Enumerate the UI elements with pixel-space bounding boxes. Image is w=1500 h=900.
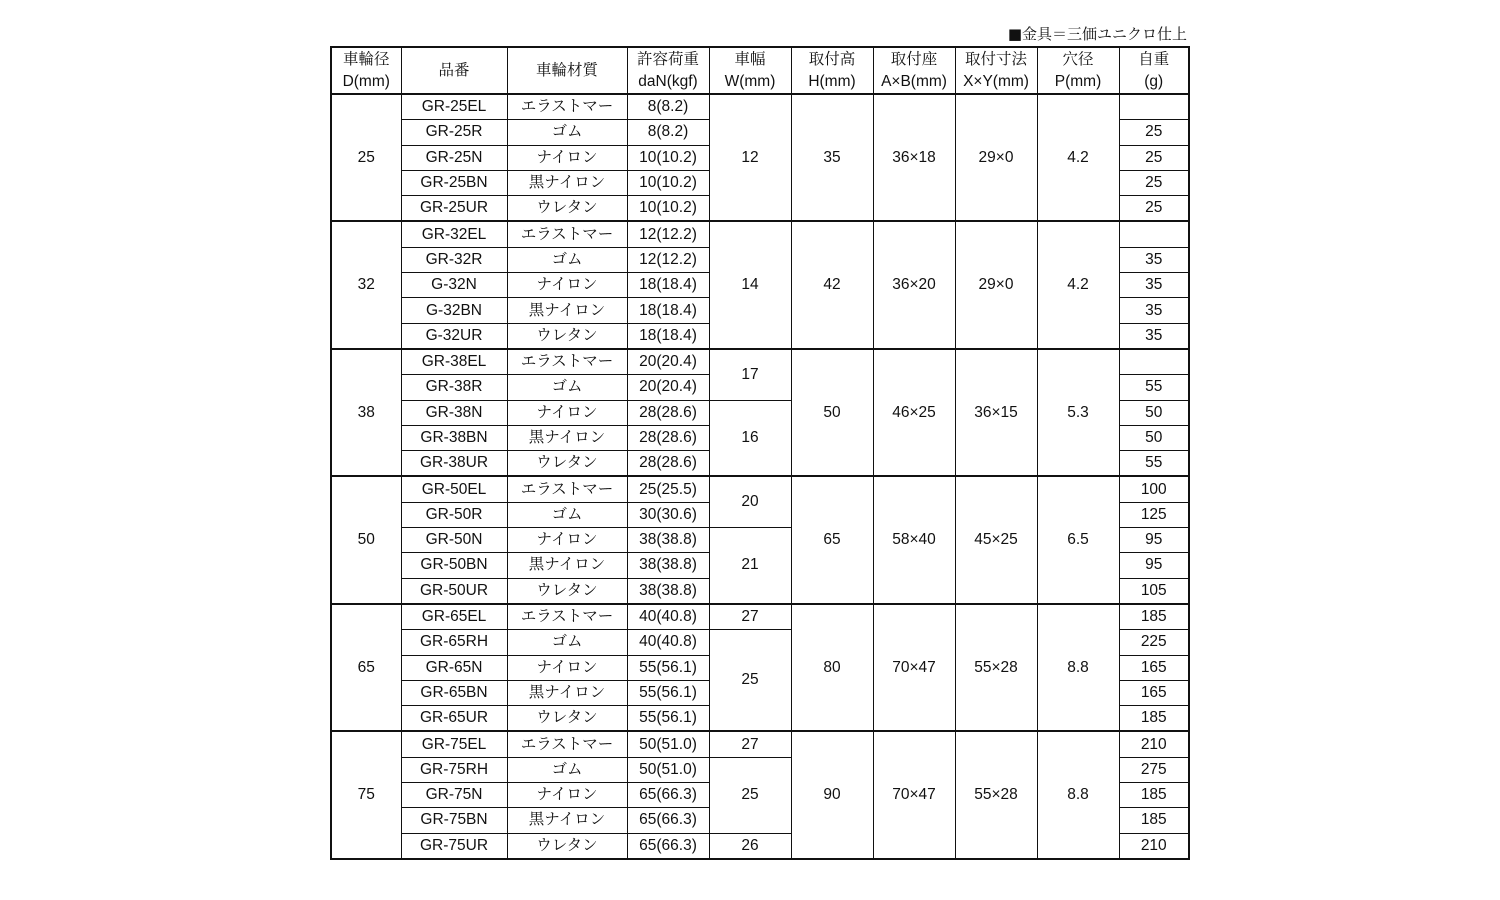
weight-cell: 185 [1119,783,1189,808]
part-number-cell: GR-75EL [401,731,507,757]
part-number-cell: GR-75RH [401,757,507,782]
part-number-cell: GR-75BN [401,808,507,833]
wheel-width-cell: 27 [709,604,791,630]
part-number-cell: GR-50R [401,502,507,527]
part-number-cell: GR-65EL [401,604,507,630]
wheel-material-cell: ゴム [507,502,627,527]
allowable-load-cell: 38(38.8) [627,553,709,578]
wheel-width-cell: 27 [709,731,791,757]
mount-seat-cell: 70×47 [873,731,955,858]
part-number-cell: GR-50N [401,528,507,553]
header-mount-seat: 取付座 A×B(mm) [873,47,955,94]
part-number-cell: GR-38UR [401,451,507,477]
part-number-cell: GR-65UR [401,706,507,732]
wheel-material-cell: 黒ナイロン [507,298,627,323]
weight-cell: 185 [1119,604,1189,630]
mount-dimension-cell: 55×28 [955,731,1037,858]
weight-cell: 210 [1119,833,1189,859]
part-number-cell: GR-25UR [401,196,507,222]
weight-cell: 25 [1119,145,1189,170]
wheel-material-cell: 黒ナイロン [507,553,627,578]
mount-dimension-cell: 36×15 [955,349,1037,476]
weight-cell: 95 [1119,553,1189,578]
part-number-cell: GR-25N [401,145,507,170]
allowable-load-cell: 20(20.4) [627,349,709,375]
table-row [331,476,1189,502]
weight-cell: 25 [1119,120,1189,145]
part-number-cell: GR-65BN [401,680,507,705]
weight-cell: 25 [1119,170,1189,195]
mount-seat-cell: 70×47 [873,604,955,731]
allowable-load-cell: 30(30.6) [627,502,709,527]
wheel-material-cell: エラストマー [507,476,627,502]
allowable-load-cell: 65(66.3) [627,783,709,808]
mount-dimension-cell: 29×0 [955,94,1037,221]
mount-height-cell: 80 [791,604,873,731]
header-wheel-width: 車幅 W(mm) [709,47,791,94]
hole-diameter-cell: 4.2 [1037,94,1119,221]
part-number-cell: GR-25BN [401,170,507,195]
wheel-width-cell: 21 [709,528,791,604]
wheel-diameter-cell: 25 [331,94,401,221]
part-number-cell: GR-50EL [401,476,507,502]
finish-note: ■金具＝三価ユニクロ仕上 [1007,25,1187,43]
header-mount-height: 取付高 H(mm) [791,47,873,94]
hole-diameter-cell: 8.8 [1037,604,1119,731]
weight-cell: 100 [1119,476,1189,502]
part-number-cell: GR-25EL [401,94,507,120]
wheel-diameter-cell: 50 [331,476,401,603]
weight-cell: 55 [1119,451,1189,477]
allowable-load-cell: 18(18.4) [627,323,709,349]
allowable-load-cell: 10(10.2) [627,145,709,170]
allowable-load-cell: 18(18.4) [627,273,709,298]
header-allowable-load: 許容荷重 daN(kgf) [627,47,709,94]
mount-dimension-cell: 45×25 [955,476,1037,603]
wheel-material-cell: 黒ナイロン [507,808,627,833]
header-row [331,47,1189,94]
header-wheel-material: 車輪材質 [507,47,627,94]
part-number-cell: GR-65RH [401,630,507,655]
part-number-cell: G-32N [401,273,507,298]
table-row [331,94,1189,120]
allowable-load-cell: 20(20.4) [627,375,709,400]
wheel-material-cell: ゴム [507,247,627,272]
mount-height-cell: 35 [791,94,873,221]
wheel-material-cell: ナイロン [507,273,627,298]
wheel-material-cell: エラストマー [507,94,627,120]
header-mount-dimension: 取付寸法 X×Y(mm) [955,47,1037,94]
allowable-load-cell: 38(38.8) [627,528,709,553]
wheel-diameter-cell: 38 [331,349,401,476]
caster-spec-table [330,46,1190,860]
wheel-diameter-cell: 32 [331,221,401,348]
allowable-load-cell: 8(8.2) [627,120,709,145]
weight-cell: 95 [1119,528,1189,553]
mount-dimension-cell: 29×0 [955,221,1037,348]
allowable-load-cell: 18(18.4) [627,298,709,323]
wheel-material-cell: ウレタン [507,451,627,477]
wheel-material-cell: ナイロン [507,655,627,680]
wheel-material-cell: ナイロン [507,400,627,425]
allowable-load-cell: 55(56.1) [627,680,709,705]
wheel-material-cell: ナイロン [507,528,627,553]
allowable-load-cell: 55(56.1) [627,706,709,732]
wheel-material-cell: ナイロン [507,145,627,170]
mount-height-cell: 90 [791,731,873,858]
allowable-load-cell: 50(51.0) [627,731,709,757]
part-number-cell: GR-32EL [401,221,507,247]
weight-cell: 125 [1119,502,1189,527]
wheel-material-cell: エラストマー [507,349,627,375]
weight-cell: 35 [1119,273,1189,298]
wheel-material-cell: ゴム [507,757,627,782]
weight-cell [1119,94,1189,120]
wheel-width-cell: 25 [709,757,791,833]
wheel-width-cell: 17 [709,349,791,400]
weight-cell: 225 [1119,630,1189,655]
weight-cell: 210 [1119,731,1189,757]
table-row [331,731,1189,757]
allowable-load-cell: 38(38.8) [627,578,709,604]
mount-height-cell: 42 [791,221,873,348]
weight-cell: 50 [1119,400,1189,425]
mount-seat-cell: 36×20 [873,221,955,348]
allowable-load-cell: 12(12.2) [627,221,709,247]
wheel-material-cell: エラストマー [507,731,627,757]
weight-cell: 165 [1119,680,1189,705]
allowable-load-cell: 65(66.3) [627,808,709,833]
part-number-cell: G-32BN [401,298,507,323]
wheel-width-cell: 20 [709,476,791,527]
allowable-load-cell: 8(8.2) [627,94,709,120]
table-row [331,604,1189,630]
part-number-cell: GR-32R [401,247,507,272]
part-number-cell: G-32UR [401,323,507,349]
wheel-material-cell: ナイロン [507,783,627,808]
header-wheel-diameter: 車輪径 D(mm) [331,47,401,94]
wheel-material-cell: エラストマー [507,221,627,247]
weight-cell: 105 [1119,578,1189,604]
wheel-material-cell: ウレタン [507,833,627,859]
weight-cell: 35 [1119,247,1189,272]
wheel-material-cell: ウレタン [507,323,627,349]
allowable-load-cell: 12(12.2) [627,247,709,272]
allowable-load-cell: 55(56.1) [627,655,709,680]
weight-cell: 165 [1119,655,1189,680]
part-number-cell: GR-65N [401,655,507,680]
allowable-load-cell: 10(10.2) [627,170,709,195]
wheel-diameter-cell: 75 [331,731,401,858]
weight-cell: 25 [1119,196,1189,222]
hole-diameter-cell: 6.5 [1037,476,1119,603]
allowable-load-cell: 28(28.6) [627,451,709,477]
wheel-width-cell: 25 [709,630,791,732]
allowable-load-cell: 40(40.8) [627,604,709,630]
part-number-cell: GR-25R [401,120,507,145]
mount-seat-cell: 58×40 [873,476,955,603]
wheel-width-cell: 26 [709,833,791,859]
wheel-material-cell: ウレタン [507,196,627,222]
part-number-cell: GR-50BN [401,553,507,578]
table-header [331,47,1189,94]
hole-diameter-cell: 5.3 [1037,349,1119,476]
wheel-material-cell: ゴム [507,375,627,400]
wheel-width-cell: 16 [709,400,791,476]
wheel-material-cell: ゴム [507,120,627,145]
wheel-material-cell: ゴム [507,630,627,655]
part-number-cell: GR-38N [401,400,507,425]
allowable-load-cell: 40(40.8) [627,630,709,655]
table-row [331,349,1189,375]
part-number-cell: GR-75UR [401,833,507,859]
part-number-cell: GR-38BN [401,425,507,450]
weight-cell: 35 [1119,323,1189,349]
hole-diameter-cell: 4.2 [1037,221,1119,348]
wheel-material-cell: ウレタン [507,578,627,604]
wheel-material-cell: 黒ナイロン [507,680,627,705]
part-number-cell: GR-38R [401,375,507,400]
weight-cell: 55 [1119,375,1189,400]
header-hole-diameter: 穴径 P(mm) [1037,47,1119,94]
allowable-load-cell: 10(10.2) [627,196,709,222]
mount-height-cell: 65 [791,476,873,603]
table-body [331,94,1189,859]
wheel-material-cell: ウレタン [507,706,627,732]
mount-seat-cell: 36×18 [873,94,955,221]
mount-height-cell: 50 [791,349,873,476]
allowable-load-cell: 65(66.3) [627,833,709,859]
header-part-number: 品番 [401,47,507,94]
weight-cell: 50 [1119,425,1189,450]
allowable-load-cell: 28(28.6) [627,400,709,425]
weight-cell [1119,349,1189,375]
weight-cell: 185 [1119,808,1189,833]
mount-dimension-cell: 55×28 [955,604,1037,731]
wheel-width-cell: 12 [709,94,791,221]
wheel-diameter-cell: 65 [331,604,401,731]
weight-cell [1119,221,1189,247]
wheel-width-cell: 14 [709,221,791,348]
table-row [331,221,1189,247]
part-number-cell: GR-50UR [401,578,507,604]
header-weight: 自重 (g) [1119,47,1189,94]
weight-cell: 35 [1119,298,1189,323]
part-number-cell: GR-75N [401,783,507,808]
hole-diameter-cell: 8.8 [1037,731,1119,858]
weight-cell: 185 [1119,706,1189,732]
wheel-material-cell: 黒ナイロン [507,425,627,450]
mount-seat-cell: 46×25 [873,349,955,476]
allowable-load-cell: 25(25.5) [627,476,709,502]
wheel-material-cell: エラストマー [507,604,627,630]
allowable-load-cell: 50(51.0) [627,757,709,782]
part-number-cell: GR-38EL [401,349,507,375]
weight-cell: 275 [1119,757,1189,782]
allowable-load-cell: 28(28.6) [627,425,709,450]
wheel-material-cell: 黒ナイロン [507,170,627,195]
